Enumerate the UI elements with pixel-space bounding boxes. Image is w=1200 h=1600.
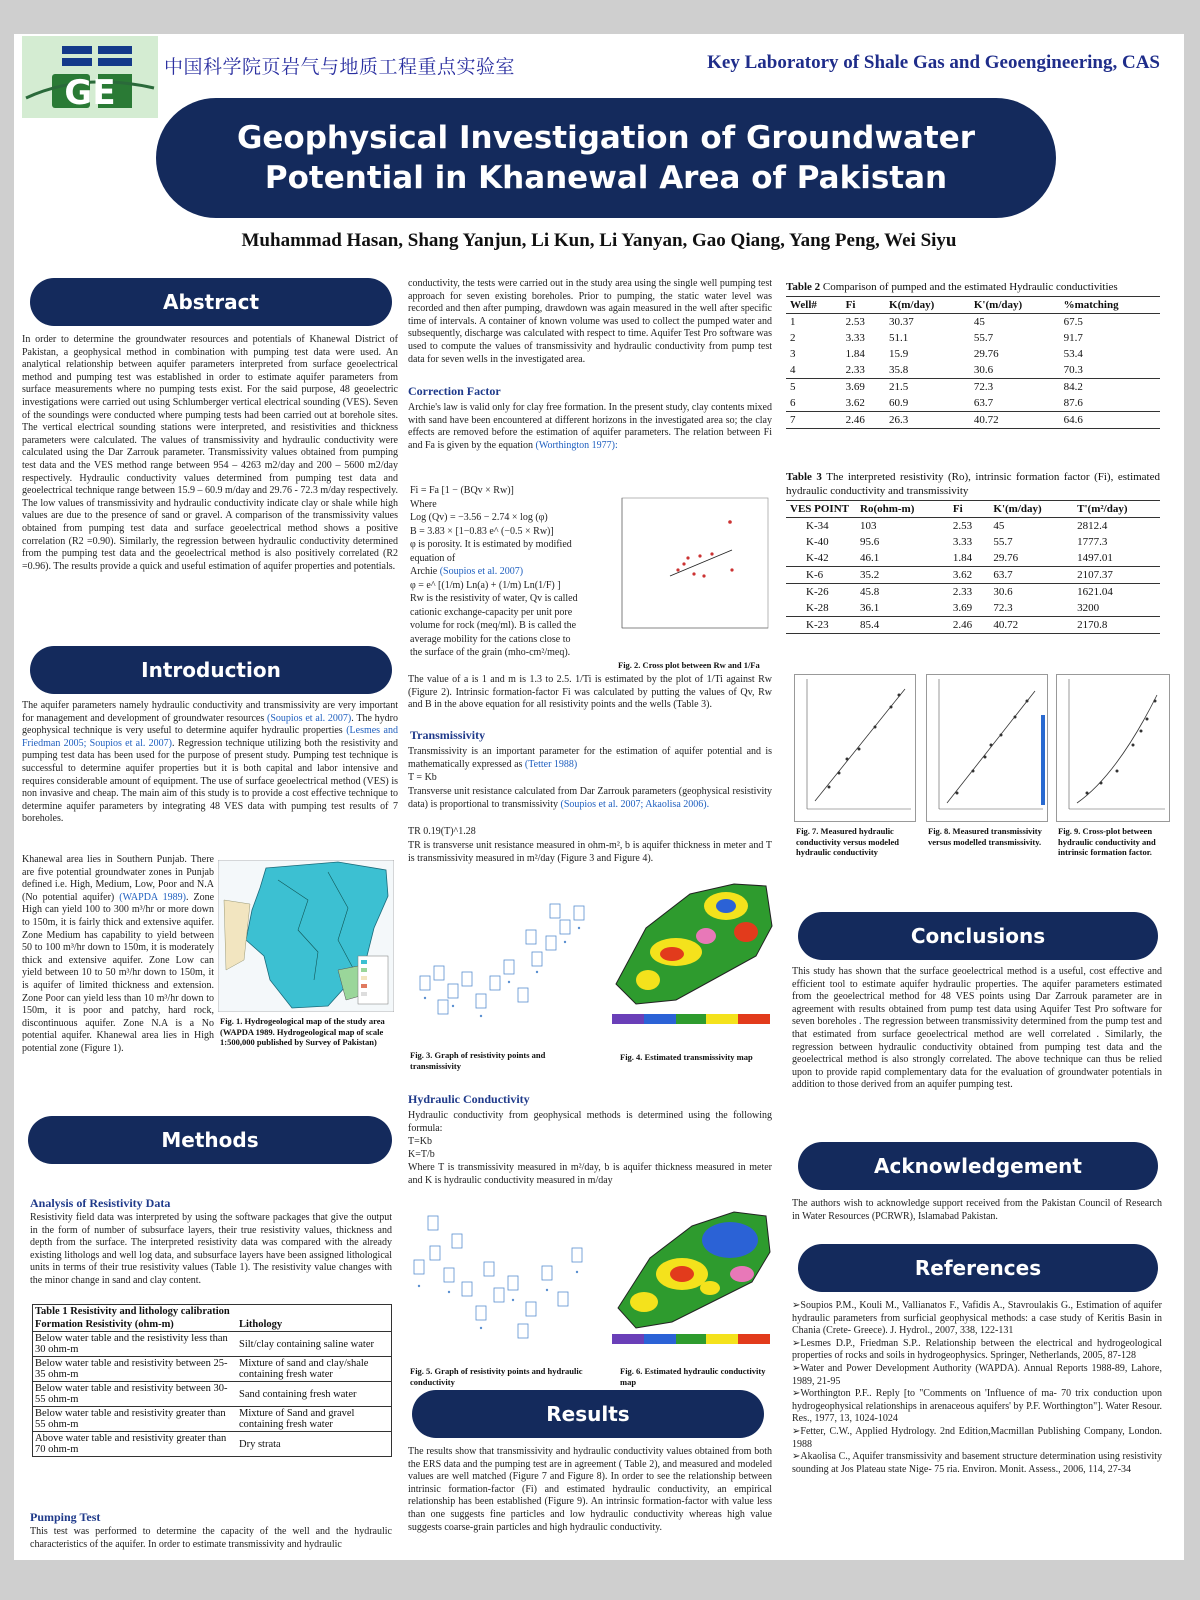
figure-2-caption: Fig. 2. Cross plot between Rw and 1/Fa [618,660,760,670]
pumping-test-text-continued: conductivity, the tests were carried out in the study area using the single well pumping test approach for seven existing boreholes. Prior to pumping, the static water level was recorded and then after pumping, drawdown was again measured in the well after specific time of intervals. A container of known volume was used to collect the pumped water and subsequently, discharge was calculated with respect to time. Aquifer Test Pro software was used to compute the values of transmissivity and hydraulic conductivity from pump test data for seven wells in the investigated area. [408,278,772,365]
lab-name-english: Key Laboratory of Shale Gas and Geoengineering, CAS [707,52,1160,73]
intro-text-b: . The hydro geophysical technique is very useful to determine aquifer hydraulic properties [22,712,398,737]
equation-archie [410,565,600,579]
table-3-cell: 1777.3 [1077,536,1108,548]
table-2-header: Well# [790,299,817,311]
table-2-cell: 3 [790,348,796,360]
table-1-cell: Above water table and resistivity greater than 70 ohm-m [35,1433,227,1455]
table-1 [32,1304,392,1457]
table-2-header: K'(m/day) [973,299,1023,311]
poster [14,34,1184,1560]
table-3-cell: 40.72 [993,619,1019,631]
citation: (Worthington 1977): [535,439,618,451]
table-3-cell: 3.69 [952,602,973,614]
transmissivity-equation-t: T = Kb [408,772,437,783]
table-2-grid [786,296,1160,429]
analysis-of-resistivity-text: Resistivity field data was interpreted by using the software packages that give the output in the form of number of subsurface layers, their true resistivity values, thickness and depth from the surface. The interpreted resistivity data was compared with the already existing lithologs and well log data, and subsurface layers have been assigned lithological units in terms of their true resistivity values (Table 1). The resistivity value changes with the minor change in sand and clay content. [30,1212,392,1286]
table-3-cell: 1497.01 [1077,552,1113,564]
table-3 [786,470,1160,634]
table-2-cell: 3.69 [845,381,865,393]
table-3-cell: K-40 [806,536,829,548]
archie-label: Archie [410,566,440,577]
table-row [786,600,1160,617]
correction-factor-heading: Correction Factor [408,384,501,398]
table-3-cell: K-26 [806,586,829,598]
table-2-header: %matching [1063,299,1119,311]
references-heading: References [798,1244,1158,1292]
equation-where: Where [410,498,437,510]
figure-6-hydraulic-map [606,1204,776,1354]
table-2-cell: 5 [790,381,796,393]
table-2-cell: 6 [790,397,796,409]
table-row [786,346,1160,362]
table-2-cell: 60.9 [889,397,909,409]
table-1-cell: Below water table and resistivity between 30-55 ohm-m [35,1383,228,1405]
table-3-header: Fi [952,503,963,515]
table-3-header: K'(m/day) [993,503,1042,515]
equation-text: volume for rock (meq/ml). B is called the [410,620,577,631]
table-3-cell: 3.33 [952,536,973,548]
table-3-cell: 30.6 [993,586,1013,598]
equation-text: φ is porosity. It is estimated by modified [410,539,572,550]
table-3-cell: 1.84 [952,552,973,564]
table-2-cell: 2 [790,332,796,344]
table-3-cell: 35.2 [860,569,880,581]
abstract-text: In order to determine the groundwater resources and potentials of Khanewal District of Pakistan, a geophysical method in combination with pumping test data were used. An analytical relationship between aquifer parameters interpreted from surface geoelectrical method and pumping test was established in order to estimate aquifer parameters from surface measurements where no pumping tests exist. For the said purpose, 48 geoelectric investigations were carried out using Schlumberger vertical electrical sounding (VES). Seven of the soundings were conducted where pumping tests had been carried out at borehole sites. The vertical electrical sounding stations were interpreted, and resistivities and thickness parameters were calculated. The values of transmissivity and hydraulic conductivity were calculated using the Dar Zarrouk parameter. Transmissivity values obtained from pumping test data and the VES method range between 954 – 4263 m2/day and 200 – 5600 m2/day respectively. Hydraulic conductivity values determined from pumping test data and geoelectrical technique range between 15.9 – 60.9 m/day and 29.76 - 72.3 m/day respectively. The low values of transmissivity and hydraulic conductivity indicate clay or shale while high values are due to the presence of sand or gravel. A comparison of the transmissivity values obtained from pumping test data and surface geoelectrical method shows a positive correlation (R2 =0.90). Similarly, the regression between hydraulic conductivity determined from the pumping test data and the geoelectrical method is also positively correlated (R2 =0.96). The results provide a quick and useful estimation of aquifer properties and potentials. [22,334,398,572]
table-2-label: Table 2 [786,281,821,293]
references-list [792,1300,1162,1476]
table-2-cell: 2.53 [845,316,865,328]
figure-1-map [218,860,394,1012]
hydraulic-equation-t: T=Kb [408,1136,432,1147]
table-2-cell: 30.6 [973,364,994,376]
table-2-cell: 87.6 [1063,397,1083,409]
table-3-cell: K-23 [806,619,829,631]
correction-text: Archie's law is valid only for clay free formation. In the present study, clay contents mixed with sand have been encountered at different horizons in the investigated area so; the clay effects are removed before the estimation of aquifer parameters. The relation between Fi and Fa is given by the equation [408,402,772,451]
intro-text-c: . Regression technique utilizing both the resistivity and pumping test data has been used for the purpose of present study. Pumping test technique is successful to determine aquifer properties but it is both capital and labor intensive and requires considerable amount of equipment. The use of surface geoelectrical method (VES) is non invasive and cheap. The main aim of this study is to provide a cost effective technique to determine aquifer parameters by integrating 48 VES data with pumping test results of 7 boreholes. [22,737,398,825]
table-3-header: T'(m²/day) [1077,503,1128,515]
citation: (WAPDA 1989) [119,891,186,903]
table-2-caption-text: Comparison of pumped and the estimated Hydraulic conductivities [820,281,1118,293]
figure-7-plot [794,674,916,822]
table-3-cell: 72.3 [993,602,1013,614]
poster-title [156,118,1056,198]
table-2-cell: 26.3 [889,414,909,426]
table-3-cell: 3.62 [952,569,973,581]
table-2-header: Fi [845,299,856,311]
intro-p2-text-b: . Zone High can yield 100 to 300 m³/hr or more down to 150m, it is fairly thick and extensive aquifer. Zone Medium has capability to yield between 50 to 100 m³/hr down to 150m, it is moderately thick and extensive aquifer. Zone Low can yield between 10 to 50 m³/hr down to 150m, it is aquifer of limited thickness and extension. Zone Poor can yield less than 10 m³/hr down to 150m, it is poor and patchy, hard rock, discontinuous aquifer. Zone N.A is a No potential aquifer. Khanewal area lies in High potential zone (Figure 1). [22,891,215,1054]
equation-text: average mobility for the cations close to [410,633,571,645]
measured-vs-modeled-k-plot [795,675,915,821]
table-2-cell: 84.2 [1063,381,1083,393]
figure-4-transmissivity-map [606,872,776,1036]
table-1-cell: Below water table and resistivity between 25-35 ohm-m [35,1358,228,1380]
figure-2-crossplot [604,494,772,644]
figure-6-caption: Fig. 6. Estimated hydraulic conductivity map [620,1366,766,1387]
measured-vs-modelled-t-plot [927,675,1047,821]
table-3-caption-text: The interpreted resistivity (Ro), intrinsic formation factor (Fi), estimated hydraulic conductivity and transmissivity [786,471,1160,497]
table-3-cell: 2170.8 [1077,619,1108,631]
table-3-grid [786,500,1160,634]
table-row [786,412,1160,429]
resistivity-points-hydraulic-graph [408,1206,596,1354]
table-2-cell: 29.76 [973,348,999,360]
hydraulic-conductivity-contour-map [606,1204,776,1354]
table-row [786,617,1160,634]
table-3-cell: 29.76 [993,552,1019,564]
table-row [786,330,1160,346]
table-2-cell: 63.7 [973,397,994,409]
table-3-header: Ro(ohm-m) [860,503,915,515]
acknowledgement-text: The authors wish to acknowledge support received from the Pakistan Council of Research in Water Resources (PCRWR), Islamabad Pakistan. [792,1198,1162,1222]
citation: (Lesmes and Friedman 2005; Soupios et al. 2007) [22,725,398,749]
correction-equations [410,484,600,660]
intro-text-a: The aquifer parameters namely hydraulic conductivity and transmissivity are very important for management and development of groundwater resources [22,700,398,724]
table-2-cell: 1.84 [845,348,865,360]
table-2-cell: 91.7 [1063,332,1083,344]
reference-item: ➢Fetter, C.W., Applied Hydrology. 2nd Edition,Macmillan Publishing Company, London. 1988 [792,1425,1162,1450]
results-heading: Results [412,1390,764,1438]
equation-porosity: φ = e^ [(1/m) Ln(a) + (1/m) Ln(1/F) ] [410,579,561,591]
table-1-cell: Sand containing fresh water [239,1388,357,1400]
table-2-cell: 72.3 [973,381,994,393]
table-2-cell: 21.5 [889,381,909,393]
transmissivity-text-2 [408,786,772,811]
ge-logo-icon [22,36,158,118]
table-2-header: K(m/day) [889,299,935,311]
table-2-cell: 15.9 [889,348,909,360]
table-3-cell: K-28 [806,602,829,614]
table-2-cell: 7 [790,414,796,426]
reference-item: ➢Worthington P.F.. Reply [to "Comments on 'Influence of ma- 70 trix conduction upon hydrogeophysical relationships in arenaceous aquifers' by P.F. Worthington"]. Water Resour. Res., 1977, 13, 1024-1024 [792,1388,1162,1425]
equation-text: the surface of the grain (mho-cm²/meq). [410,647,571,658]
intro-p2-text-a: Khanewal area lies in Southern Punjab. There are five potential groundwater zones in Punjab defined i.e. High, Medium, Low, Poor and N.A (No potential aquifer) [22,854,214,903]
figure-8-caption: Fig. 8. Measured transmissivity versus modelled transmissivity. [928,826,1042,847]
reference-item: ➢Water and Power Development Authority (WAPDA). Annual Reports 1988-89, Lahore, 1989, 21-95 [792,1362,1162,1387]
correction-factor-result-text: The value of a is 1 and m is 1.3 to 2.5. 1/Ti is estimated by the plot of 1/Ti against Rw (Figure 2). Intrinsic formation-factor Fi was calculated by putting the values of Qv, Rw and B in the above equation for all resistivity points and the wells (Table 3). [408,674,772,711]
equation-qv: Log (Qv) = −3.56 − 2.74 × log (φ) [410,512,548,523]
table-1-header: Formation Resistivity (ohm-m) [35,1319,174,1330]
table-2-caption [786,280,1160,294]
table-2-cell: 30.37 [889,316,914,328]
table-3-cell: 103 [860,520,877,532]
lab-logo [22,36,158,118]
table-2 [786,280,1160,429]
introduction-paragraph-2 [22,854,214,1056]
transmissivity-contour-map [606,872,776,1036]
table-row [786,395,1160,412]
equation-b: B = 3.83 × [1−0.83 e^ (−0.5 × Rw)] [410,525,554,537]
table-2-cell: 64.6 [1063,414,1083,426]
table-3-cell: 46.1 [860,552,880,564]
table-2-cell: 70.3 [1063,364,1083,376]
figure-9-caption: Fig. 9. Cross-plot between hydraulic conductivity and intrinsic formation factor. [1058,826,1156,857]
table-3-caption [786,470,1160,498]
figure-8-plot [926,674,1048,822]
hydraulic-conductivity-text: Hydraulic conductivity from geophysical methods is determined using the following formula: [408,1110,772,1134]
table-2-cell: 3.62 [845,397,865,409]
table-3-cell: K-34 [806,520,829,532]
hydraulic-equation-k: K=T/b [408,1149,435,1160]
table-2-cell: 55.7 [973,332,994,344]
table-3-header: VES POINT [790,503,849,515]
table-3-cell: 45.8 [860,586,880,598]
introduction-heading: Introduction [30,646,392,694]
analysis-of-resistivity-data-heading: Analysis of Resistivity Data [30,1196,171,1210]
hydraulic-conductivity-heading: Hydraulic Conductivity [408,1092,530,1106]
table-1-cell: Below water table and resistivity greater than 55 ohm-m [35,1408,226,1430]
resistivity-points-transmissivity-graph [410,876,594,1036]
table-3-cell: 85.4 [860,619,880,631]
reference-item: ➢Lesmes D.P., Friedman S.P.. Relationship between the electrical and hydrogeological properties of rocks and soils in hydrogeophysics. Springer, Netherlands, 2005, 87-128 [792,1337,1162,1362]
table-2-cell: 1 [790,316,796,328]
citation: (Soupios et al. 2007) [439,566,524,577]
table-3-cell: 2812.4 [1077,520,1108,532]
table-3-cell: 63.7 [993,569,1013,581]
transmissivity-text-1 [408,746,772,771]
table-2-cell: 2.46 [845,414,865,426]
table-1-caption: Table 1 Resistivity and lithology calibration [35,1306,230,1317]
table-1-header: Lithology [239,1319,283,1330]
authors: Muhammad Hasan, Shang Yanjun, Li Kun, Li Yanyan, Gao Qiang, Yang Peng, Wei Siyu [241,230,957,251]
equation-text: Rw is the resistivity of water, Qv is called [410,593,578,604]
table-1-cell: Silt/clay containing saline water [239,1338,375,1350]
table-row [786,362,1160,379]
figure-3-caption: Fig. 3. Graph of resistivity points and transmissivity [410,1050,546,1071]
svg-text:GE: GE [64,73,116,113]
table-3-cell: 2.53 [952,520,973,532]
table-1-cell: Dry strata [239,1438,281,1450]
table-3-cell: 2.33 [952,586,973,598]
correction-factor-text [408,402,772,452]
table-1-cell: Below water table and the resistivity less than 30 ohm-m [35,1333,228,1355]
table-3-cell: 55.7 [993,536,1013,548]
title-line-2: Potential in Khanewal Area of Pakistan [264,160,948,196]
citation: (Tetter 1988) [524,758,578,770]
transmissivity-equation-tr: TR 0.19(T)^1.28 [408,826,476,837]
abstract-heading: Abstract [30,278,392,326]
table-row [786,314,1160,331]
transmissivity-text: Transverse unit resistance calculated from Dar Zarrouk parameters (geophysical resistivity data) is proportional to transmissivity [408,786,772,810]
table-row [786,518,1160,535]
table-3-cell: K-6 [806,569,824,581]
table-3-cell: K-42 [806,552,829,564]
table-row [786,567,1160,584]
conclusions-text: This study has shown that the surface geoelectrical method is a useful, cost effective and efficient tool to estimate aquifer hydraulic properties. The aquifer parameters estimated from the geoelectrical method for 48 VES points using Dar Zarrouk parameter are in agreement with results obtained from pump test data using Aquifer Test Pro software for seven boreholes . The regression between transmissivity determined from the pump test and that estimated from surface geoelectrical method are well correlated . Similarly, the regression between hydraulic conductivity obtained from pumping test data and the geoelectrical method is also strongly correlated. The above technique can thus be relied upon to provide rapid complementary data for the evaluation of groundwater potentials in addition to those derived from an aquifer pumping test. [792,966,1162,1091]
equation-text: equation of [410,552,456,564]
table-2-cell: 51.1 [889,332,909,344]
pumping-test-heading: Pumping Test [30,1510,101,1524]
reference-item: ➢Akaolisa C., Aquifer transmissivity and basement structure determination using resistivity sounding at Jos Plateau state Nige- 75 ria. Environ. Monit. Assess., 2006, 114, 27-34 [792,1451,1162,1475]
reference-item: ➢Soupios P.M., Kouli M., Vallianatos F., Vafidis A., Stavroulakis G., Estimation of aquifer hydraulic parameters from surficial geophysical methods: a case study of Keritis Basin in Chania (Crete- Greece). J. Hydrol., 2007, 338, 122-131 [792,1300,1162,1337]
introduction-paragraph-1 [22,700,398,826]
equation-text: cationic exchange-capacity per unit pore [410,606,573,618]
table-3-cell: 3200 [1077,602,1100,614]
figure-4-caption: Fig. 4. Estimated transmissivity map [620,1052,753,1062]
hydrogeological-map [218,860,394,1012]
table-3-label: Table 3 [786,471,822,483]
table-row [786,379,1160,396]
k-vs-formation-factor-plot [1057,675,1169,821]
table-2-cell: 67.5 [1063,316,1083,328]
table-2-cell: 45 [973,316,985,328]
table-3-cell: 95.6 [860,536,880,548]
figure-1-caption: Fig. 1. Hydrogeological map of the study area (WAPDA 1989. Hydrogeological map of scale 1:500,000 published by Survey of Pakistan) [220,1016,385,1047]
table-3-cell: 2107.37 [1077,569,1113,581]
title-banner [156,98,1056,218]
lab-name-chinese: 中国科学院页岩气与地质工程重点实验室 [164,56,516,78]
pumping-test-text: This test was performed to determine the capacity of the well and the hydraulic characteristics of the aquifer. In order to estimate transmissivity and hydraulic [30,1526,392,1550]
methods-heading: Methods [28,1116,392,1164]
table-1-cell: Mixture of Sand and gravel containing fresh water [239,1408,355,1430]
table-row [786,550,1160,567]
transmissivity-text: Transmissivity is an important parameter for the estimation of aquifer potential and is mathematically expressed as [408,746,772,770]
crossplot-rw-fa [604,494,772,644]
hydraulic-conductivity-definition: Where T is transmissivity measured in m²/day, b is aquifer thickness measured in meter and K is hydraulic conductivity measured in m/day [408,1162,772,1186]
citation: (Soupios et al. 2007; Akaolisa 2006). [560,798,710,810]
figure-7-caption: Fig. 7. Measured hydraulic conductivity versus modeled hydraulic conductivity [796,826,899,857]
equation-fi: Fi = Fa [1 − (BQv × Rw)] [410,485,514,496]
table-2-cell: 53.4 [1063,348,1083,360]
table-3-cell: 2.46 [952,619,973,631]
table-2-cell: 40.72 [973,414,999,426]
table-1-grid [32,1304,392,1457]
table-2-cell: 35.8 [889,364,909,376]
title-line-1: Geophysical Investigation of Groundwater [236,120,976,156]
table-row [786,534,1160,550]
table-2-cell: 4 [790,364,796,376]
figure-5-caption: Fig. 5. Graph of resistivity points and hydraulic conductivity [410,1366,583,1387]
conclusions-heading: Conclusions [798,912,1158,960]
citation: (Soupios et al. 2007) [267,712,352,724]
results-text: The results show that transmissivity and hydraulic conductivity values obtained from both the ERS data and the pumping test are in agreement ( Table 2), and measured and modeled values are well matched (Figure 7 and Figure 8). In order to see the relationship between intrinsic formation-factor (Fi) and estimated hydraulic conductivity, an empirical relationship has been established (Figure 9). An intrinsic formation-factor with value less than one suggests fine particles and low hydraulic conductivity whereas high value suggests coarse-grain particles and high hydraulic conductivity. [408,1446,772,1533]
figure-9-plot [1056,674,1170,822]
table-2-cell: 2.33 [845,364,865,376]
transmissivity-heading: Transmissivity [410,728,486,742]
figure-3-resistivity-points [410,876,594,1036]
table-1-cell: Mixture of sand and clay/shale containing fresh water [239,1358,369,1380]
table-row [786,584,1160,601]
table-2-cell: 3.33 [845,332,865,344]
table-3-cell: 1621.04 [1077,586,1113,598]
transmissivity-text-3: TR is transverse unit resistance measured in ohm-m², b is aquifer thickness in meter and T is transmissivity measured in m²/day (Figure 3 and Figure 4). [408,840,772,864]
table-3-cell: 36.1 [860,602,880,614]
figure-5-resistivity-points [408,1206,596,1354]
acknowledgement-heading: Acknowledgement [798,1142,1158,1190]
table-3-cell: 45 [993,520,1005,532]
